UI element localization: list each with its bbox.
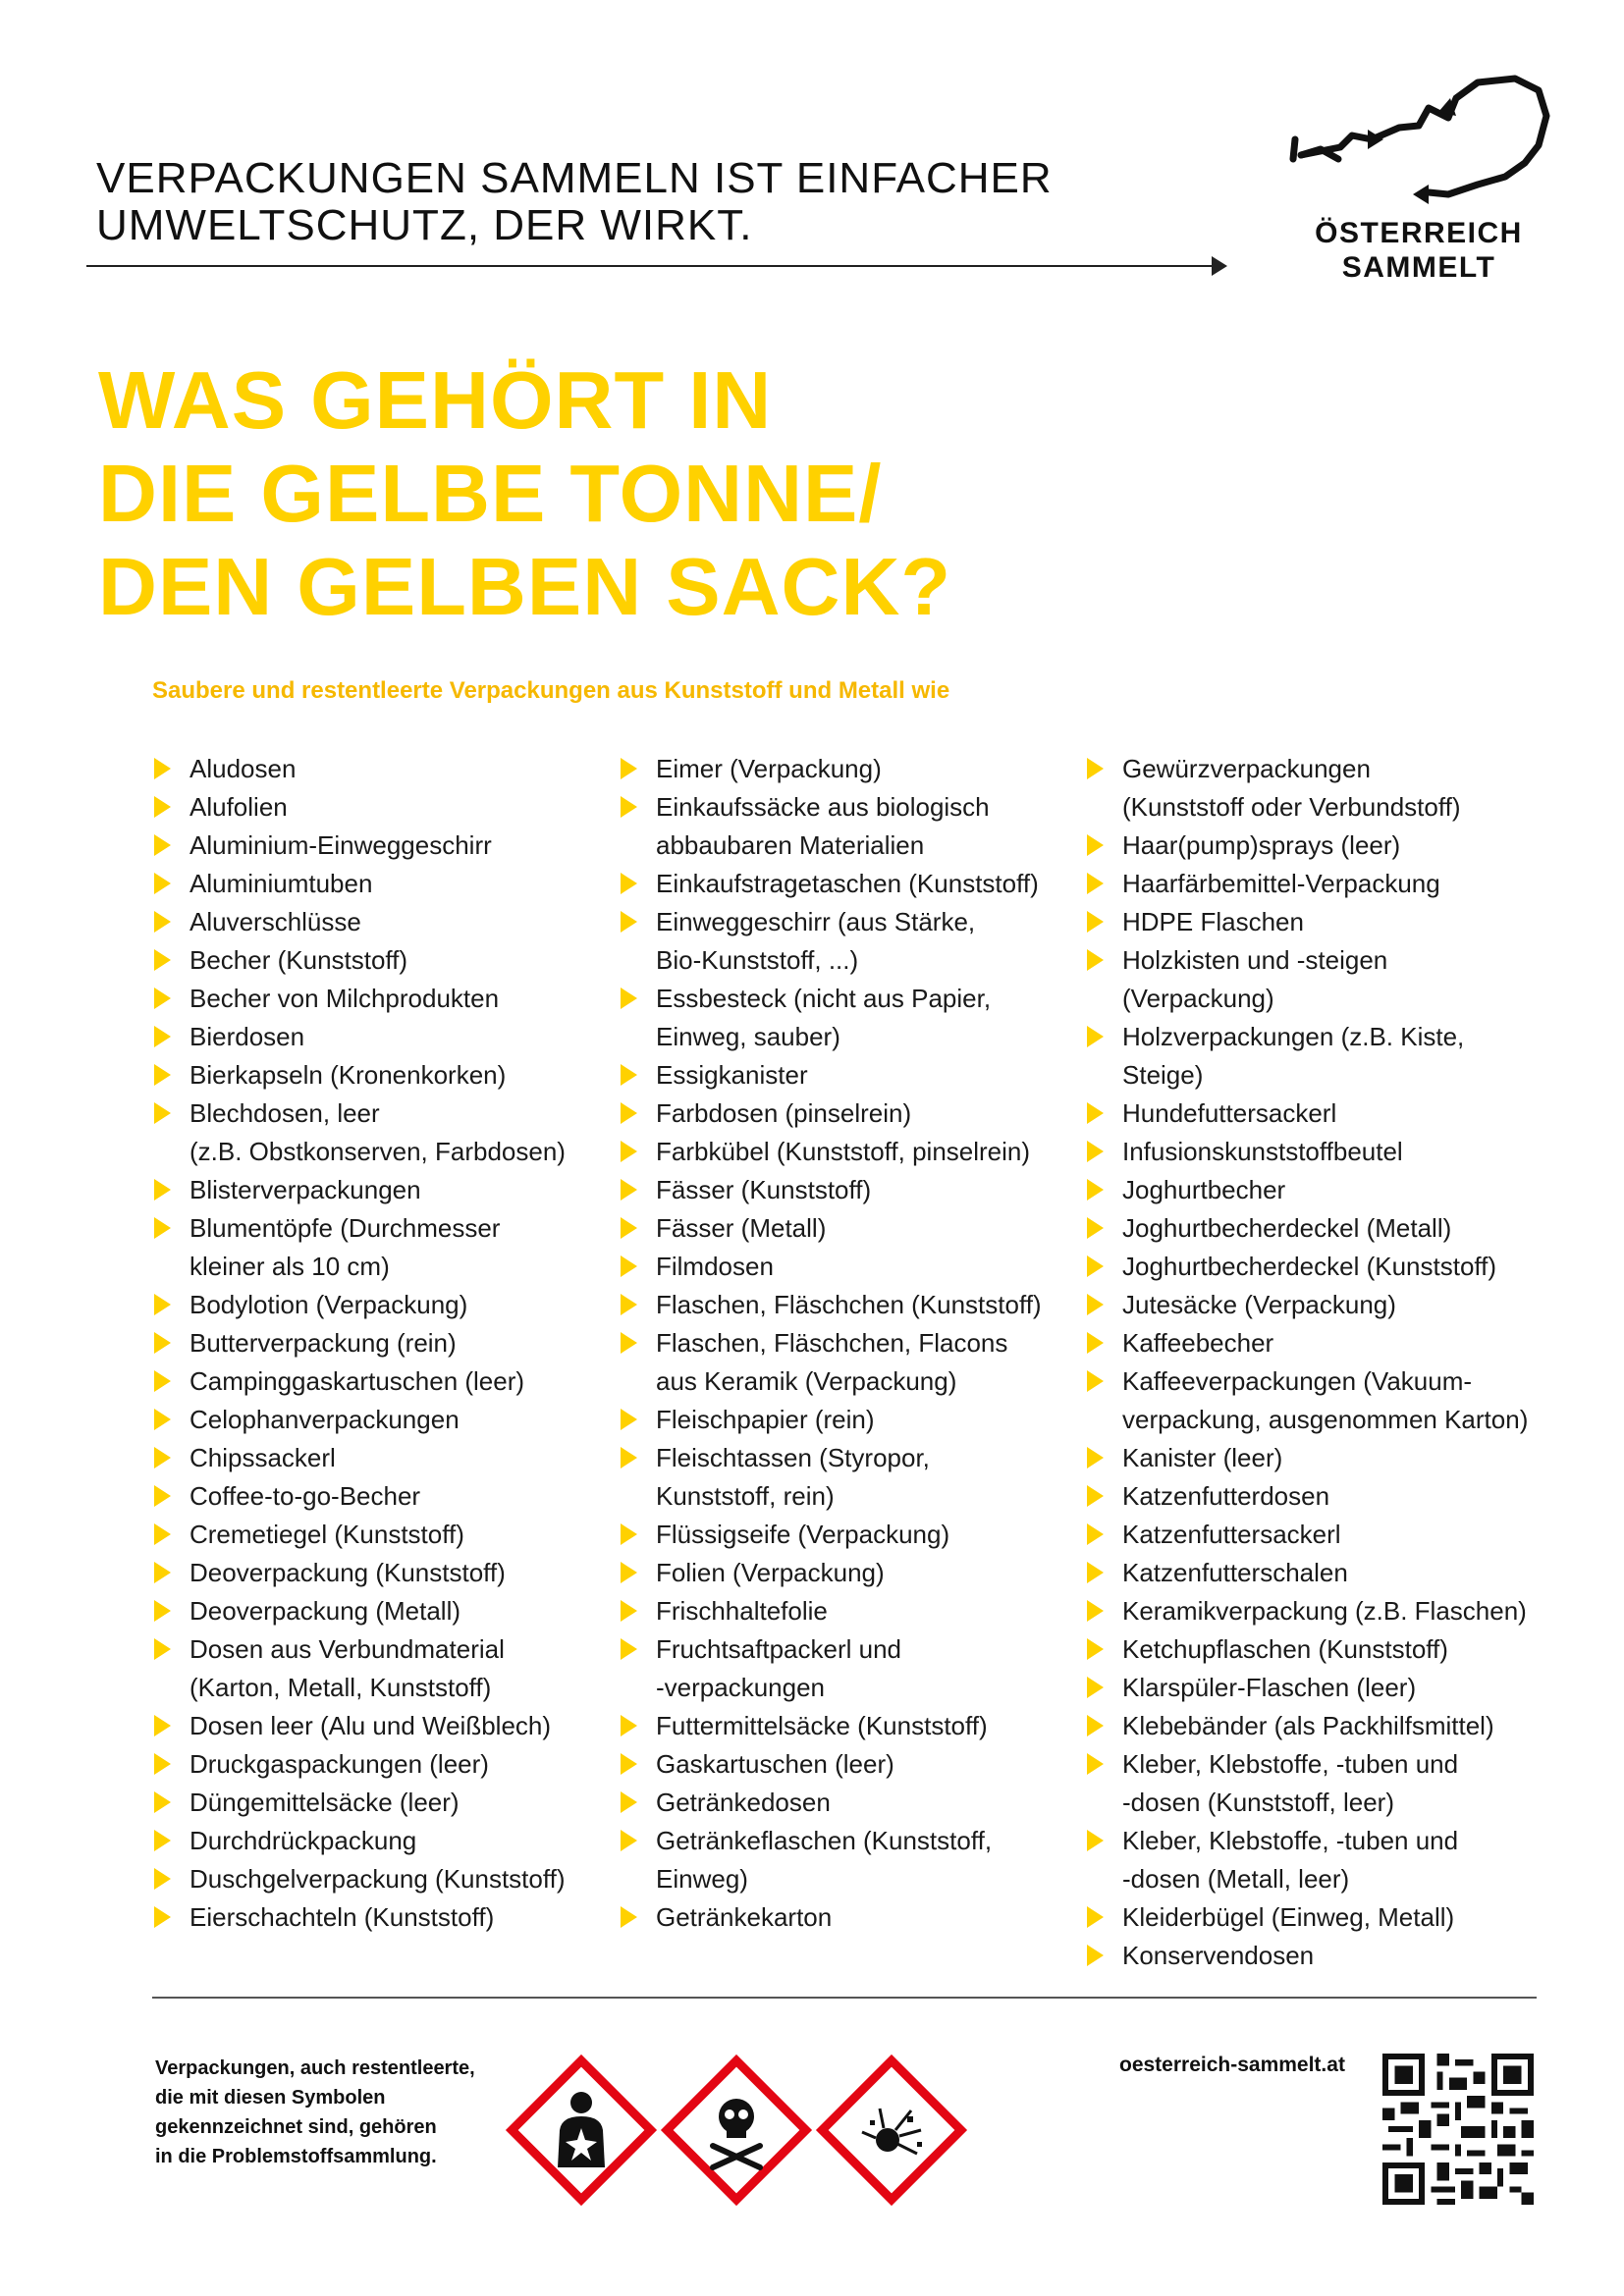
list-item xyxy=(152,1362,614,1401)
triangle-bullet-icon xyxy=(621,1332,637,1354)
list-item-text: Farbkübel (Kunststoff, pinselrein) xyxy=(656,1137,1031,1166)
list-item xyxy=(1085,1477,1546,1516)
list-item-text: Deoverpackung (Kunststoff) xyxy=(189,1558,506,1587)
triangle-bullet-icon xyxy=(621,911,637,933)
triangle-bullet-icon xyxy=(1087,1332,1104,1354)
triangle-bullet-icon xyxy=(621,1255,637,1277)
list-item-text: Dosen leer (Alu und Weißblech) xyxy=(189,1711,552,1740)
triangle-bullet-icon xyxy=(1087,1370,1104,1392)
list-item-text: Kanister (leer) xyxy=(1122,1443,1283,1472)
list-item-text: Eierschachteln (Kunststoff) xyxy=(189,1902,495,1932)
footer-note xyxy=(155,2054,475,2171)
triangle-bullet-icon xyxy=(1087,1562,1104,1583)
list-item-text: Getränkedosen xyxy=(656,1788,831,1817)
list-item-text: Butterverpackung (rein) xyxy=(189,1328,457,1358)
list-item-text: Fruchtsaftpackerl und -verpackungen xyxy=(656,1634,902,1702)
list-column-3 xyxy=(1085,750,1546,1975)
triangle-bullet-icon xyxy=(1087,1906,1104,1928)
list-item-text: Aludosen xyxy=(189,754,297,783)
list-item xyxy=(1085,1095,1546,1133)
list-item xyxy=(152,1592,614,1630)
list-item-text: Kleiderbügel (Einweg, Metall) xyxy=(1122,1902,1455,1932)
list-item xyxy=(152,1822,614,1860)
list-column-2 xyxy=(619,750,1080,1937)
list-item-text: Katzenfutterschalen xyxy=(1122,1558,1348,1587)
list-item-text: HDPE Flaschen xyxy=(1122,907,1304,936)
triangle-bullet-icon xyxy=(1087,1677,1104,1698)
triangle-bullet-icon xyxy=(154,1791,171,1813)
list-item xyxy=(1085,827,1546,865)
triangle-bullet-icon xyxy=(1087,873,1104,894)
triangle-bullet-icon xyxy=(621,1064,637,1086)
triangle-bullet-icon xyxy=(154,988,171,1009)
explosive-icon xyxy=(813,2052,970,2209)
list-item-text: Keramikverpackung (z.B. Flaschen) xyxy=(1122,1596,1527,1626)
footer-note-line2: die mit diesen Symbolen xyxy=(155,2087,386,2109)
list-item xyxy=(619,1401,1080,1439)
list-item-text: Kleber, Klebstoffe, -tuben und -dosen (Metall, leer) xyxy=(1122,1826,1459,1894)
triangle-bullet-icon xyxy=(1087,1141,1104,1162)
list-item-text: Klebebänder (als Packhilfsmittel) xyxy=(1122,1711,1494,1740)
list-item-text: Getränkeflaschen (Kunststoff, Einweg) xyxy=(656,1826,993,1894)
triangle-bullet-icon xyxy=(621,1906,637,1928)
list-item-text: Fleischtassen (Styropor, Kunststoff, rein) xyxy=(656,1443,930,1511)
header-title xyxy=(96,155,1053,249)
list-item xyxy=(619,1133,1080,1171)
triangle-bullet-icon xyxy=(154,1868,171,1890)
triangle-bullet-icon xyxy=(154,796,171,818)
list-item-text: Klarspüler-Flaschen (leer) xyxy=(1122,1673,1417,1702)
list-item xyxy=(619,1745,1080,1784)
list-item-text: Haarfärbemittel-Verpackung xyxy=(1122,869,1440,898)
list-item-text: Hundefuttersackerl xyxy=(1122,1098,1337,1128)
list-item xyxy=(619,1209,1080,1248)
triangle-bullet-icon xyxy=(621,1447,637,1468)
website-link[interactable]: oesterreich-sammelt.at xyxy=(1119,2054,1345,2076)
list-item-text: Konservendosen xyxy=(1122,1941,1315,1970)
list-item xyxy=(1085,1362,1546,1439)
list-item xyxy=(1085,865,1546,903)
list-item-text: Essbesteck (nicht aus Papier, Einweg, sauber) xyxy=(656,984,992,1051)
list-item xyxy=(619,1439,1080,1516)
list-item xyxy=(152,1056,614,1095)
triangle-bullet-icon xyxy=(154,1332,171,1354)
qr-code[interactable] xyxy=(1382,2054,1534,2205)
list-item-text: Campinggaskartuschen (leer) xyxy=(189,1366,525,1396)
triangle-bullet-icon xyxy=(621,873,637,894)
austria-map-icon xyxy=(1281,69,1556,216)
list-item xyxy=(619,1171,1080,1209)
list-item-text: Getränkekarton xyxy=(656,1902,833,1932)
list-item-text: Chipssackerl xyxy=(189,1443,336,1472)
triangle-bullet-icon xyxy=(621,1217,637,1239)
list-item xyxy=(1085,1937,1546,1975)
headline-line1: WAS GEHÖRT IN xyxy=(98,354,773,446)
list-item xyxy=(1085,903,1546,941)
triangle-bullet-icon xyxy=(621,1102,637,1124)
list-item xyxy=(1085,1324,1546,1362)
triangle-bullet-icon xyxy=(1087,1217,1104,1239)
health-hazard-icon xyxy=(503,2052,660,2209)
list-item-text: Aluminium-Einweggeschirr xyxy=(189,830,492,860)
list-item-text: Einkaufstragetaschen (Kunststoff) xyxy=(656,869,1039,898)
list-item-text: Durchdrückpackung xyxy=(189,1826,417,1855)
arrow-right-icon xyxy=(1212,256,1227,276)
list-item xyxy=(1085,1171,1546,1209)
list-item-text: Alufolien xyxy=(189,792,288,822)
list-item-text: Joghurtbecher xyxy=(1122,1175,1286,1204)
triangle-bullet-icon xyxy=(1087,834,1104,856)
list-item-text: Gewürzverpackungen (Kunststoff oder Verbundstoff) xyxy=(1122,754,1461,822)
list-item xyxy=(152,980,614,1018)
list-item xyxy=(619,865,1080,903)
list-item xyxy=(1085,750,1546,827)
triangle-bullet-icon xyxy=(621,1715,637,1736)
triangle-bullet-icon xyxy=(154,1715,171,1736)
list-item-text: Flüssigseife (Verpackung) xyxy=(656,1520,950,1549)
list-item-text: Folien (Verpackung) xyxy=(656,1558,885,1587)
list-item-text: Eimer (Verpackung) xyxy=(656,754,882,783)
triangle-bullet-icon xyxy=(1087,1026,1104,1047)
list-item xyxy=(152,1630,614,1707)
list-item xyxy=(619,788,1080,865)
triangle-bullet-icon xyxy=(154,834,171,856)
list-item xyxy=(152,1477,614,1516)
triangle-bullet-icon xyxy=(621,988,637,1009)
triangle-bullet-icon xyxy=(154,1409,171,1430)
list-item-text: Cremetiegel (Kunststoff) xyxy=(189,1520,464,1549)
triangle-bullet-icon xyxy=(1087,758,1104,779)
list-item-text: Becher (Kunststoff) xyxy=(189,945,408,975)
triangle-bullet-icon xyxy=(1087,1447,1104,1468)
triangle-bullet-icon xyxy=(154,1830,171,1851)
list-item-text: Becher von Milchprodukten xyxy=(189,984,500,1013)
triangle-bullet-icon xyxy=(621,1523,637,1545)
triangle-bullet-icon xyxy=(154,911,171,933)
header-title-line1: VERPACKUNGEN SAMMELN IST EINFACHER xyxy=(96,154,1053,202)
list-item xyxy=(619,1822,1080,1898)
list-item xyxy=(619,903,1080,980)
list-item xyxy=(152,750,614,788)
triangle-bullet-icon xyxy=(1087,1255,1104,1277)
list-item-text: Aluminiumtuben xyxy=(189,869,373,898)
subline: Saubere und restentleerte Verpackungen aus Kunststoff und Metall wie xyxy=(152,677,950,704)
logo xyxy=(1281,69,1556,285)
list-item xyxy=(152,788,614,827)
triangle-bullet-icon xyxy=(154,1638,171,1660)
list-item xyxy=(1085,1707,1546,1745)
list-item-text: Fleischpapier (rein) xyxy=(656,1405,875,1434)
logo-text-line1: ÖSTERREICH xyxy=(1315,217,1523,249)
list-item xyxy=(1085,1669,1546,1707)
list-item-text: Farbdosen (pinselrein) xyxy=(656,1098,912,1128)
list-item xyxy=(152,827,614,865)
list-item xyxy=(152,1095,614,1171)
list-item xyxy=(619,980,1080,1056)
list-item-text: Celophanverpackungen xyxy=(189,1405,460,1434)
triangle-bullet-icon xyxy=(621,1409,637,1430)
list-item xyxy=(1085,1286,1546,1324)
list-item-text: Fässer (Metall) xyxy=(656,1213,827,1243)
headline xyxy=(98,353,951,633)
footer-note-line4: in die Problemstoffsammlung. xyxy=(155,2146,437,2167)
list-item-text: Haar(pump)sprays (leer) xyxy=(1122,830,1401,860)
list-item xyxy=(619,1898,1080,1937)
triangle-bullet-icon xyxy=(1087,1945,1104,1966)
list-item-text: Joghurtbecherdeckel (Metall) xyxy=(1122,1213,1452,1243)
list-item xyxy=(1085,1898,1546,1937)
list-item xyxy=(619,1516,1080,1554)
list-item-text: Joghurtbecherdeckel (Kunststoff) xyxy=(1122,1252,1497,1281)
triangle-bullet-icon xyxy=(1087,1638,1104,1660)
list-item-text: Dosen aus Verbundmaterial (Karton, Metall, Kunststoff) xyxy=(189,1634,505,1702)
triangle-bullet-icon xyxy=(621,1562,637,1583)
triangle-bullet-icon xyxy=(154,1102,171,1124)
triangle-bullet-icon xyxy=(621,1830,637,1851)
list-item-text: Fässer (Kunststoff) xyxy=(656,1175,872,1204)
list-item-text: Düngemittelsäcke (leer) xyxy=(189,1788,460,1817)
list-item xyxy=(152,1286,614,1324)
list-item xyxy=(619,1324,1080,1401)
triangle-bullet-icon xyxy=(1087,1715,1104,1736)
list-item xyxy=(619,1554,1080,1592)
list-item xyxy=(1085,1630,1546,1669)
triangle-bullet-icon xyxy=(621,758,637,779)
list-item xyxy=(1085,1516,1546,1554)
list-item xyxy=(152,1554,614,1592)
list-item-text: Bierdosen xyxy=(189,1022,305,1051)
footer-rule xyxy=(152,1997,1537,1999)
list-item-text: Katzenfuttersackerl xyxy=(1122,1520,1341,1549)
triangle-bullet-icon xyxy=(1087,949,1104,971)
triangle-bullet-icon xyxy=(154,1600,171,1622)
list-item xyxy=(152,1324,614,1362)
triangle-bullet-icon xyxy=(621,1638,637,1660)
list-item xyxy=(152,1784,614,1822)
list-item xyxy=(152,865,614,903)
list-item-text: Holzverpackungen (z.B. Kiste, Steige) xyxy=(1122,1022,1465,1090)
list-item-text: Filmdosen xyxy=(656,1252,774,1281)
list-item-text: Blechdosen, leer (z.B. Obstkonserven, Farbdosen) xyxy=(189,1098,566,1166)
header-rule xyxy=(86,265,1216,267)
list-item xyxy=(152,1745,614,1784)
list-item xyxy=(152,1707,614,1745)
list-item-text: Katzenfutterdosen xyxy=(1122,1481,1330,1511)
list-item-text: Bierkapseln (Kronenkorken) xyxy=(189,1060,507,1090)
list-item xyxy=(619,1592,1080,1630)
list-item xyxy=(619,1095,1080,1133)
list-item-text: Druckgaspackungen (leer) xyxy=(189,1749,489,1779)
headline-line2: DIE GELBE TONNE/ xyxy=(98,448,883,539)
triangle-bullet-icon xyxy=(154,1217,171,1239)
triangle-bullet-icon xyxy=(1087,1600,1104,1622)
list-item xyxy=(152,1018,614,1056)
footer-note-line3: gekennzeichnet sind, gehören xyxy=(155,2116,437,2138)
list-item-text: Einkaufssäcke aus biologisch abbaubaren Materialien xyxy=(656,792,990,860)
triangle-bullet-icon xyxy=(621,1600,637,1622)
triangle-bullet-icon xyxy=(1087,1830,1104,1851)
triangle-bullet-icon xyxy=(1087,1523,1104,1545)
list-item xyxy=(619,1248,1080,1286)
list-item xyxy=(619,1286,1080,1324)
list-item xyxy=(1085,941,1546,1018)
list-item xyxy=(1085,1018,1546,1095)
list-item xyxy=(152,1209,614,1286)
list-item xyxy=(619,1630,1080,1707)
list-item xyxy=(152,1171,614,1209)
list-item xyxy=(1085,1554,1546,1592)
triangle-bullet-icon xyxy=(154,1562,171,1583)
list-item-text: Ketchupflaschen (Kunststoff) xyxy=(1122,1634,1448,1664)
headline-line3: DEN GELBEN SACK? xyxy=(98,541,952,632)
list-item xyxy=(619,750,1080,788)
triangle-bullet-icon xyxy=(154,949,171,971)
list-item xyxy=(152,1401,614,1439)
list-item xyxy=(152,1439,614,1477)
list-item-text: Holzkisten und -steigen (Verpackung) xyxy=(1122,945,1388,1013)
list-item-text: Gaskartuschen (leer) xyxy=(656,1749,894,1779)
list-item xyxy=(152,941,614,980)
list-item-text: Flaschen, Fläschchen, Flacons aus Keramik (Verpackung) xyxy=(656,1328,1008,1396)
list-item xyxy=(1085,1133,1546,1171)
triangle-bullet-icon xyxy=(621,1141,637,1162)
list-item-text: Blisterverpackungen xyxy=(189,1175,421,1204)
list-item xyxy=(152,1516,614,1554)
list-item xyxy=(1085,1592,1546,1630)
list-item-text: Blumentöpfe (Durchmesser kleiner als 10 cm) xyxy=(189,1213,501,1281)
triangle-bullet-icon xyxy=(154,1523,171,1545)
header-title-line2: UMWELTSCHUTZ, DER WIRKT. xyxy=(96,201,753,249)
triangle-bullet-icon xyxy=(1087,1753,1104,1775)
list-item-text: Kaffeebecher xyxy=(1122,1328,1274,1358)
list-item-text: Deoverpackung (Metall) xyxy=(189,1596,461,1626)
list-item xyxy=(1085,1439,1546,1477)
list-item-text: Flaschen, Fläschchen (Kunststoff) xyxy=(656,1290,1042,1319)
list-item-text: Coffee-to-go-Becher xyxy=(189,1481,421,1511)
triangle-bullet-icon xyxy=(154,758,171,779)
list-item-text: Aluverschlüsse xyxy=(189,907,361,936)
list-item xyxy=(1085,1745,1546,1822)
skull-crossbones-icon xyxy=(658,2052,815,2209)
list-item-text: Jutesäcke (Verpackung) xyxy=(1122,1290,1396,1319)
list-column-1 xyxy=(152,750,614,1937)
triangle-bullet-icon xyxy=(621,1753,637,1775)
triangle-bullet-icon xyxy=(154,1447,171,1468)
list-item xyxy=(1085,1248,1546,1286)
list-item-text: Duschgelverpackung (Kunststoff) xyxy=(189,1864,566,1894)
triangle-bullet-icon xyxy=(154,873,171,894)
list-item xyxy=(152,903,614,941)
triangle-bullet-icon xyxy=(1087,1102,1104,1124)
list-item xyxy=(619,1056,1080,1095)
logo-text-line2: SAMMELT xyxy=(1341,251,1496,284)
list-item xyxy=(1085,1209,1546,1248)
triangle-bullet-icon xyxy=(621,1294,637,1315)
list-item-text: Futtermittelsäcke (Kunststoff) xyxy=(656,1711,988,1740)
list-item xyxy=(152,1898,614,1937)
triangle-bullet-icon xyxy=(1087,911,1104,933)
list-item-text: Kleber, Klebstoffe, -tuben und -dosen (Kunststoff, leer) xyxy=(1122,1749,1459,1817)
triangle-bullet-icon xyxy=(1087,1485,1104,1507)
triangle-bullet-icon xyxy=(154,1370,171,1392)
triangle-bullet-icon xyxy=(154,1753,171,1775)
triangle-bullet-icon xyxy=(154,1064,171,1086)
list-item-text: Frischhaltefolie xyxy=(656,1596,828,1626)
triangle-bullet-icon xyxy=(154,1179,171,1201)
footer-note-line1: Verpackungen, auch restentleerte, xyxy=(155,2057,475,2079)
list-item-text: Essigkanister xyxy=(656,1060,808,1090)
triangle-bullet-icon xyxy=(1087,1294,1104,1315)
triangle-bullet-icon xyxy=(154,1026,171,1047)
list-item xyxy=(1085,1822,1546,1898)
triangle-bullet-icon xyxy=(621,796,637,818)
triangle-bullet-icon xyxy=(154,1485,171,1507)
list-item xyxy=(619,1707,1080,1745)
triangle-bullet-icon xyxy=(1087,1179,1104,1201)
triangle-bullet-icon xyxy=(154,1906,171,1928)
triangle-bullet-icon xyxy=(621,1791,637,1813)
triangle-bullet-icon xyxy=(154,1294,171,1315)
triangle-bullet-icon xyxy=(621,1179,637,1201)
list-item-text: Bodylotion (Verpackung) xyxy=(189,1290,468,1319)
list-item xyxy=(152,1860,614,1898)
list-item-text: Kaffeeverpackungen (Vakuum- verpackung, ausgenommen Karton) xyxy=(1122,1366,1529,1434)
list-item-text: Einweggeschirr (aus Stärke, Bio-Kunststoff, ...) xyxy=(656,907,976,975)
list-item-text: Infusionskunststoffbeutel xyxy=(1122,1137,1403,1166)
list-item xyxy=(619,1784,1080,1822)
